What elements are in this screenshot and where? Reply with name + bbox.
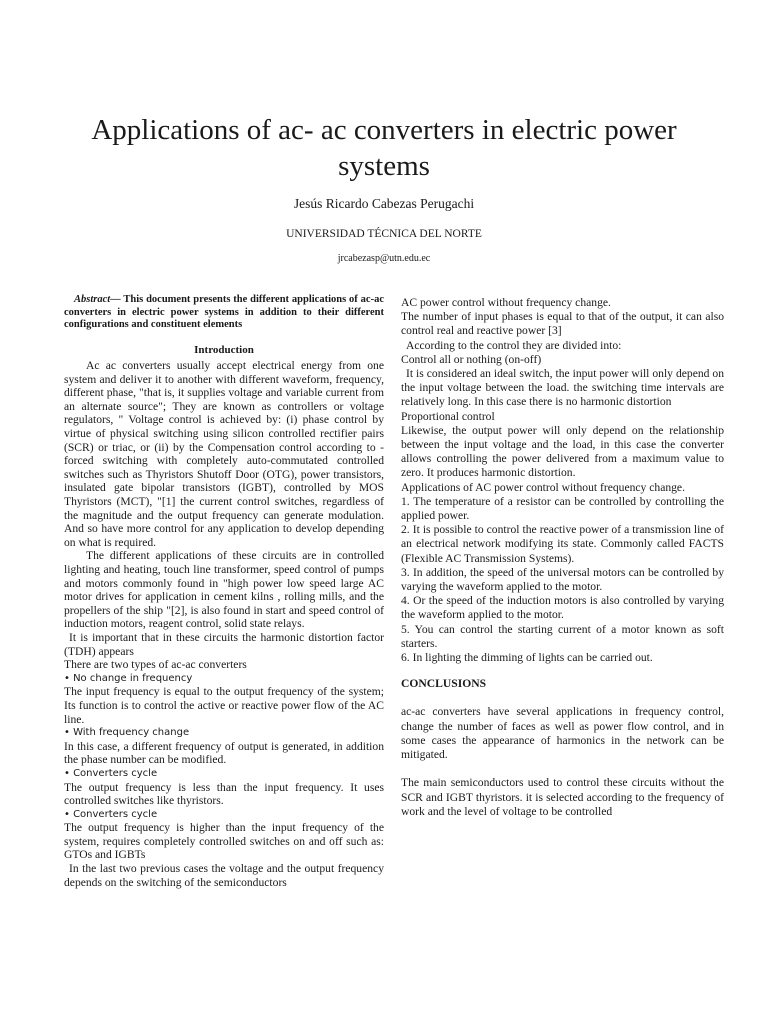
intro-paragraph-3: It is important that in these circuits the harmonic distortion factor (TDH) appears (64, 630, 384, 658)
intro-paragraph-2: The different applications of these circuits are in controlled lighting and heating, touch line transformer, speed control of pumps and motors commonly found in "high power low speed large AC motor drives for application in cement kilns , rolling mills, and the propellers of the ship "[2], is also found in start and speed control of induction motors, reagent control, solid state relays. (64, 549, 384, 631)
text-converters-cycle-1: The output frequency is less than the input frequency. It uses controlled switches like thyristors. (64, 780, 384, 808)
left-column (64, 294, 384, 889)
application-item-3: 3. In addition, the speed of the universal motors can be controlled by varying the waveform applied to the motor. (401, 565, 724, 594)
conclusion-paragraph-2: The main semiconductors used to control these circuits without the SCR and IGBT thyristors. it is selected according to the frequency of work and the level of voltage to be controlled (401, 776, 724, 818)
application-item-4: 4. Or the speed of the induction motors is also controlled by varying the waveform applied to the motor. (401, 594, 724, 622)
right-paragraph-5: It is considered an ideal switch, the input power will only depend on the input voltage between the load. the switching time intervals are relatively long. In this case there is no harmonic distortion (401, 367, 724, 409)
right-paragraph-6: Proportional control (401, 409, 495, 423)
right-paragraph-3: According to the control they are divided into: (406, 338, 622, 352)
text-no-change-frequency: The input frequency is equal to the output frequency of the system; Its function is to control the active or reactive power flow of the AC line. (64, 685, 384, 726)
abstract (64, 294, 384, 332)
author-email: jrcabezasp@utn.edu.ec (337, 253, 431, 264)
subheading-converters-cycle-1: • Converters cycle (64, 767, 158, 779)
application-item-1: 1. The temperature of a resistor can be controlled by controlling the applied power. (401, 494, 724, 523)
abstract-text: — This document presents the different applications of ac-ac converters in electric power systems in addition to their different configurations and constituent elements (64, 294, 384, 330)
conclusions-heading: CONCLUSIONS (401, 677, 487, 691)
right-paragraph-4: Control all or nothing (on-off) (401, 352, 542, 366)
affiliation: UNIVERSIDAD TÉCNICA DEL NORTE (286, 228, 482, 240)
paper-title: Applications of ac- ac converters in electric power systems (91, 114, 677, 182)
right-column (401, 296, 724, 819)
text-converters-cycle-2: The output frequency is higher than the input frequency of the system, requires completely controlled switches on and off such as: GTOs and IGBTs (64, 821, 384, 862)
author-name: Jesús Ricardo Cabezas Perugachi (293, 196, 475, 211)
text-with-frequency-change: In this case, a different frequency of output is generated, in addition the phase number can be modified. (64, 739, 384, 767)
right-paragraph-7: Likewise, the output power will only depend on the relationship between the input voltage and the load, in this case the converter allows controlling the power delivered from a maximum value to zero. It produces harmonic distortion. (401, 423, 724, 480)
introduction-heading: Introduction (194, 343, 254, 356)
application-item-5: 5. You can control the starting current of a motor known as soft starters. (401, 622, 724, 650)
conclusion-paragraph-1: ac-ac converters have several applications in frequency control, change the number of faces as well as power flow control, and in some cases the appearance of harmonics in the network can be mitigated. (401, 705, 724, 762)
intro-paragraph-1: Ac ac converters usually accept electrical energy from one system and deliver it to another with different waveform, frequency, different phase, "that is, it supplies voltage and variable current from an alternate source"; They are known as controllers or voltage regulators, " Voltage control is achieved by: (i) phase control by virtue of physical switching using silicon controlled rectifier pairs (SCR) or triac, or (ii) by the Compensation control according to - forced switching with completely auto-commutated controlled switches such as Thyristors Shutoff Door (OTG), power transistors, insulated gate bipolar transistors (IGBT), controlled by MOS Thyristors (MCT), "[1] the current control switches, regardless of the magnitude and the output frequency can generate modulation. And so have more control for any application to develop depending on what is required. (64, 359, 384, 549)
subheading-with-frequency-change: • With frequency change (64, 727, 190, 739)
right-paragraph-2: The number of input phases is equal to that of the output, it can also control real and reactive power [3] (401, 310, 724, 338)
text-switching-note: In the last two previous cases the voltage and the output frequency depends on the switching of the semiconductors (64, 862, 384, 889)
abstract-label: Abstract (74, 294, 111, 305)
subheading-no-change-frequency: • No change in frequency (64, 672, 193, 684)
application-item-6: 6. In lighting the dimming of lights can be carried out. (401, 651, 653, 665)
application-item-2: 2. It is possible to control the reactive power of a transmission line of an electrical network modifying its state. Commonly called FACTS (Flexible AC Transmission Systems). (401, 523, 724, 565)
subheading-converters-cycle-2: • Converters cycle (64, 808, 158, 820)
right-paragraph-1: AC power control without frequency change. (401, 296, 611, 309)
intro-paragraph-4: There are two types of ac-ac converters (64, 658, 247, 672)
right-paragraph-8: Applications of AC power control without frequency change. (401, 480, 685, 494)
